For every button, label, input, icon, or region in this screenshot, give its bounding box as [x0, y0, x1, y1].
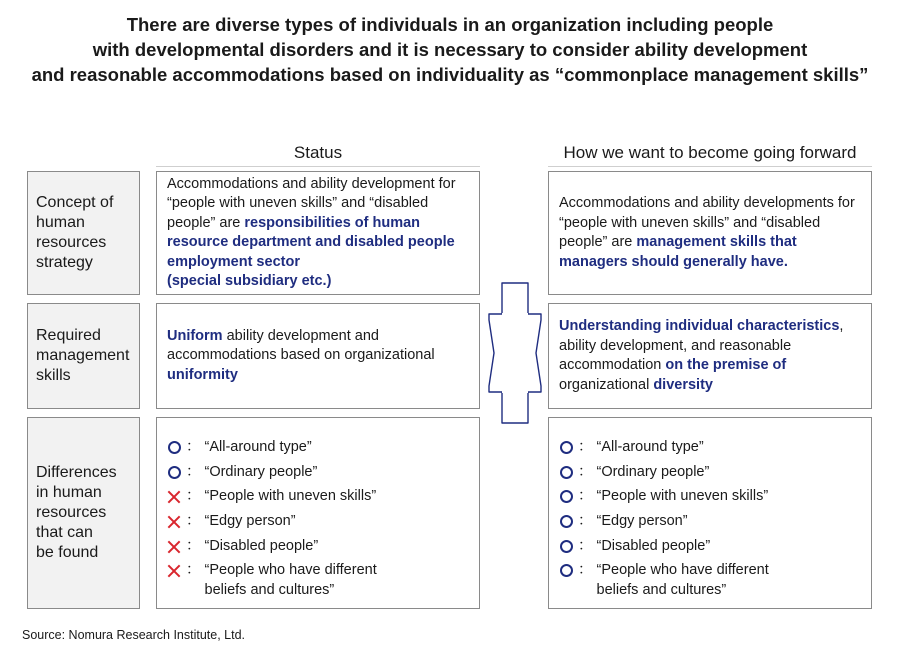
row-label-concept — [27, 171, 140, 295]
colon: ： — [578, 439, 593, 455]
row-label-line: human — [36, 214, 85, 231]
list-item — [559, 512, 861, 537]
list-item — [559, 463, 861, 488]
circle-icon — [560, 490, 573, 503]
list-item-text: “People who have different — [204, 562, 377, 579]
row-label-line: Differences — [36, 464, 117, 481]
colon: ： — [578, 537, 593, 554]
colon: ： — [578, 562, 593, 579]
source-note: Source: Nomura Research Institute, Ltd. — [22, 628, 246, 642]
list-item-text: “Ordinary people” — [204, 463, 318, 480]
list-item — [167, 537, 469, 562]
circle-icon — [560, 564, 573, 577]
colon: ： — [578, 488, 593, 505]
row-label-line: skills — [36, 367, 71, 384]
colon: ： — [186, 562, 201, 579]
skills-status-cell — [156, 303, 480, 409]
row-label-line: be found — [36, 544, 99, 561]
list-item-text: “All-around type” — [204, 439, 312, 455]
row-label-line: Concept of — [36, 194, 114, 211]
list-item-text-continued: beliefs and cultures” — [596, 581, 727, 598]
skills-status-highlight-2: uniformity — [167, 366, 238, 383]
row-label-line: resources — [36, 504, 107, 521]
colon: ： — [578, 513, 593, 530]
cross-icon — [167, 564, 181, 578]
list-item-text: “People with uneven skills” — [204, 488, 377, 505]
skills-future-highlight-3: diversity — [653, 376, 713, 393]
list-item — [167, 487, 469, 512]
circle-icon — [560, 441, 573, 454]
row-label-line: management — [36, 347, 130, 364]
list-item-text-continued: beliefs and cultures” — [204, 581, 335, 598]
list-item-text: “Ordinary people” — [596, 463, 710, 480]
cross-icon — [167, 490, 181, 504]
row-label-skills — [27, 303, 140, 409]
row-label-line: strategy — [36, 254, 93, 271]
concept-status-cell — [156, 171, 480, 295]
row-label-line: in human — [36, 484, 102, 501]
diagram-title — [0, 12, 900, 87]
column-header-status-rule — [156, 166, 480, 167]
differences-future-cell — [548, 417, 872, 609]
list-item — [167, 438, 469, 463]
colon: ： — [186, 463, 201, 480]
list-item — [559, 561, 861, 605]
list-item-text: “Disabled people” — [596, 537, 711, 554]
title-line-3: and reasonable accommodations based on individuality as “commonplace management skills” — [31, 64, 869, 85]
differences-future-list — [559, 438, 861, 605]
row-label-line: resources — [36, 234, 107, 251]
concept-status-highlight-note: (special subsidiary etc.) — [167, 273, 332, 289]
colon: ： — [186, 513, 201, 530]
column-header-future-rule — [548, 166, 872, 167]
circle-icon — [560, 466, 573, 479]
circle-icon — [168, 441, 181, 454]
title-line-2: with developmental disorders and it is necessary to consider ability development — [92, 39, 808, 60]
skills-status-text: ability development and accommodations based on organizational — [167, 327, 435, 364]
concept-status-text: Accommodations and ability development for “people with uneven skills” and “disabled people” are — [167, 175, 456, 231]
skills-status-highlight: Uniform — [167, 327, 223, 344]
row-label-line: that can — [36, 524, 93, 541]
differences-status-cell — [156, 417, 480, 609]
cross-icon — [167, 515, 181, 529]
list-item — [559, 537, 861, 562]
title-line-1: There are diverse types of individuals in an organization including people — [126, 14, 774, 35]
row-label-line: Required — [36, 327, 101, 344]
list-item-text: “Disabled people” — [204, 537, 319, 554]
skills-future-text-2: organizational — [559, 376, 654, 393]
double-headed-arrow-icon — [485, 280, 545, 426]
concept-future-highlight: management skills that managers should generally have. — [559, 234, 797, 270]
row-label-differences — [27, 417, 140, 609]
list-item — [559, 487, 861, 512]
concept-status-highlight: responsibilities of human resource department and disabled people employment sector — [167, 214, 455, 270]
skills-future-highlight: Understanding individual characteristics — [559, 318, 840, 334]
list-item — [559, 438, 861, 463]
skills-future-text: , ability development, and reasonable accommodation — [559, 318, 844, 373]
concept-future-cell — [548, 171, 872, 295]
colon: ： — [186, 439, 201, 455]
list-item-text: “Edgy person” — [596, 513, 688, 530]
differences-status-list — [167, 438, 469, 605]
list-item-text: “People who have different — [596, 562, 769, 579]
skills-future-cell — [548, 303, 872, 409]
colon: ： — [186, 488, 201, 505]
colon: ： — [186, 537, 201, 554]
list-item — [167, 463, 469, 488]
list-item-text: “People with uneven skills” — [596, 488, 769, 505]
concept-future-text: Accommodations and ability developments for “people with uneven skills” and “disabled people” are — [559, 195, 855, 250]
cross-icon — [167, 540, 181, 554]
column-header-future: How we want to become going forward — [563, 143, 857, 162]
list-item — [167, 512, 469, 537]
list-item-text: “All-around type” — [596, 439, 704, 455]
skills-future-highlight-2: on the premise of — [665, 357, 787, 373]
colon: ： — [578, 463, 593, 480]
column-header-status: Status — [293, 143, 343, 162]
list-item-text: “Edgy person” — [204, 513, 296, 530]
list-item — [167, 561, 469, 605]
circle-icon — [560, 515, 573, 528]
circle-icon — [560, 540, 573, 553]
circle-icon — [168, 466, 181, 479]
